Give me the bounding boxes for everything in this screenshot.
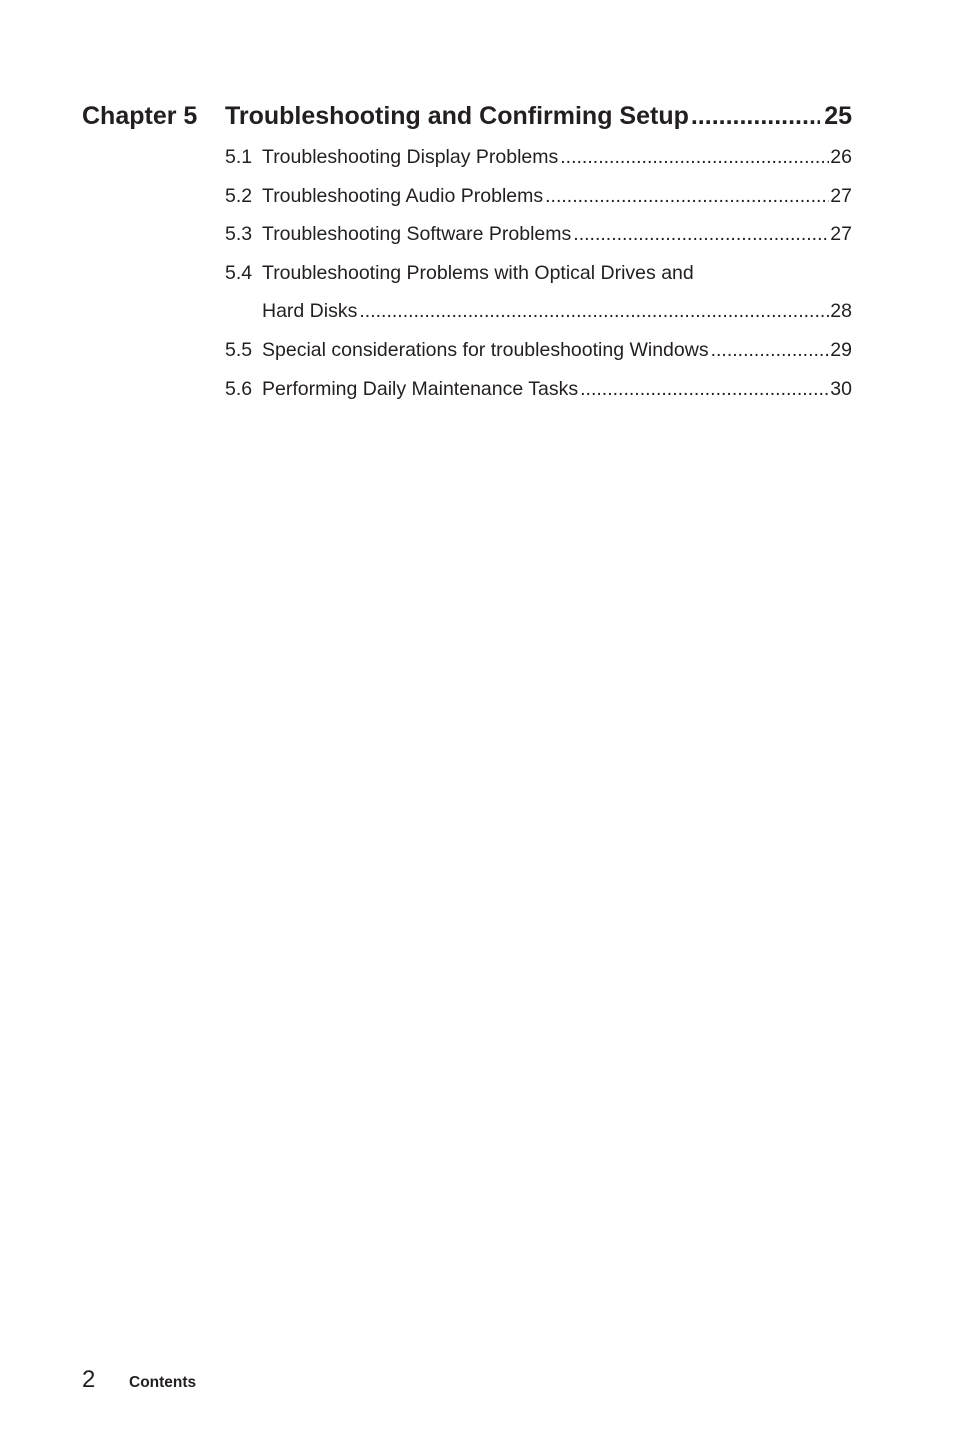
entry-page-number: 28 <box>830 300 852 323</box>
entry-title: Troubleshooting Software Problems <box>262 223 572 246</box>
toc-entry-5-4[interactable] <box>225 254 852 293</box>
entry-title-line-2: Hard Disks <box>262 300 358 323</box>
chapter-title: Troubleshooting and Confirming Setup <box>225 102 689 130</box>
entry-page-number: 27 <box>830 184 852 207</box>
entry-number: 5.4 <box>225 261 253 284</box>
chapter-label: Chapter 5 <box>82 102 198 130</box>
entry-title: Troubleshooting Audio Problems <box>262 184 544 207</box>
dot-leader <box>573 215 829 254</box>
toc-list <box>225 138 852 408</box>
chapter-heading[interactable] <box>82 98 852 134</box>
entry-title: Troubleshooting Display Problems <box>262 146 559 168</box>
entry-page-number: 30 <box>830 377 852 400</box>
dot-leader <box>711 331 830 370</box>
dot-leader <box>359 292 829 331</box>
entry-number: 5.2 <box>225 184 253 207</box>
toc-entry-5-1[interactable] <box>225 138 852 177</box>
entry-title: Special considerations for troubleshooting Windows <box>262 338 709 361</box>
entry-page-number: 29 <box>830 338 852 361</box>
toc-entry-5-2[interactable] <box>225 177 852 216</box>
entry-title: Performing Daily Maintenance Tasks <box>262 377 579 400</box>
entry-page-number: 26 <box>830 146 852 168</box>
footer-page-number: 2 <box>82 1366 96 1393</box>
entry-number: 5.1 <box>225 146 253 168</box>
footer-section-label: Contents <box>129 1374 197 1391</box>
chapter-page-number: 25 <box>824 102 852 130</box>
dot-leader <box>580 370 829 409</box>
dot-leader <box>691 98 820 134</box>
toc-entry-5-5[interactable] <box>225 331 852 370</box>
dot-leader <box>545 177 829 216</box>
toc-entry-5-6[interactable] <box>225 370 852 409</box>
entry-number: 5.5 <box>225 338 253 361</box>
entry-page-number: 27 <box>830 223 852 246</box>
entry-number: 5.6 <box>225 377 253 400</box>
dot-leader <box>560 138 829 177</box>
entry-title-line-1: Troubleshooting Problems with Optical Drives and <box>262 261 694 284</box>
toc-entry-5-4-continued[interactable] <box>225 292 852 331</box>
entry-number: 5.3 <box>225 223 253 246</box>
toc-entry-5-3[interactable] <box>225 215 852 254</box>
page-footer <box>82 1366 196 1398</box>
